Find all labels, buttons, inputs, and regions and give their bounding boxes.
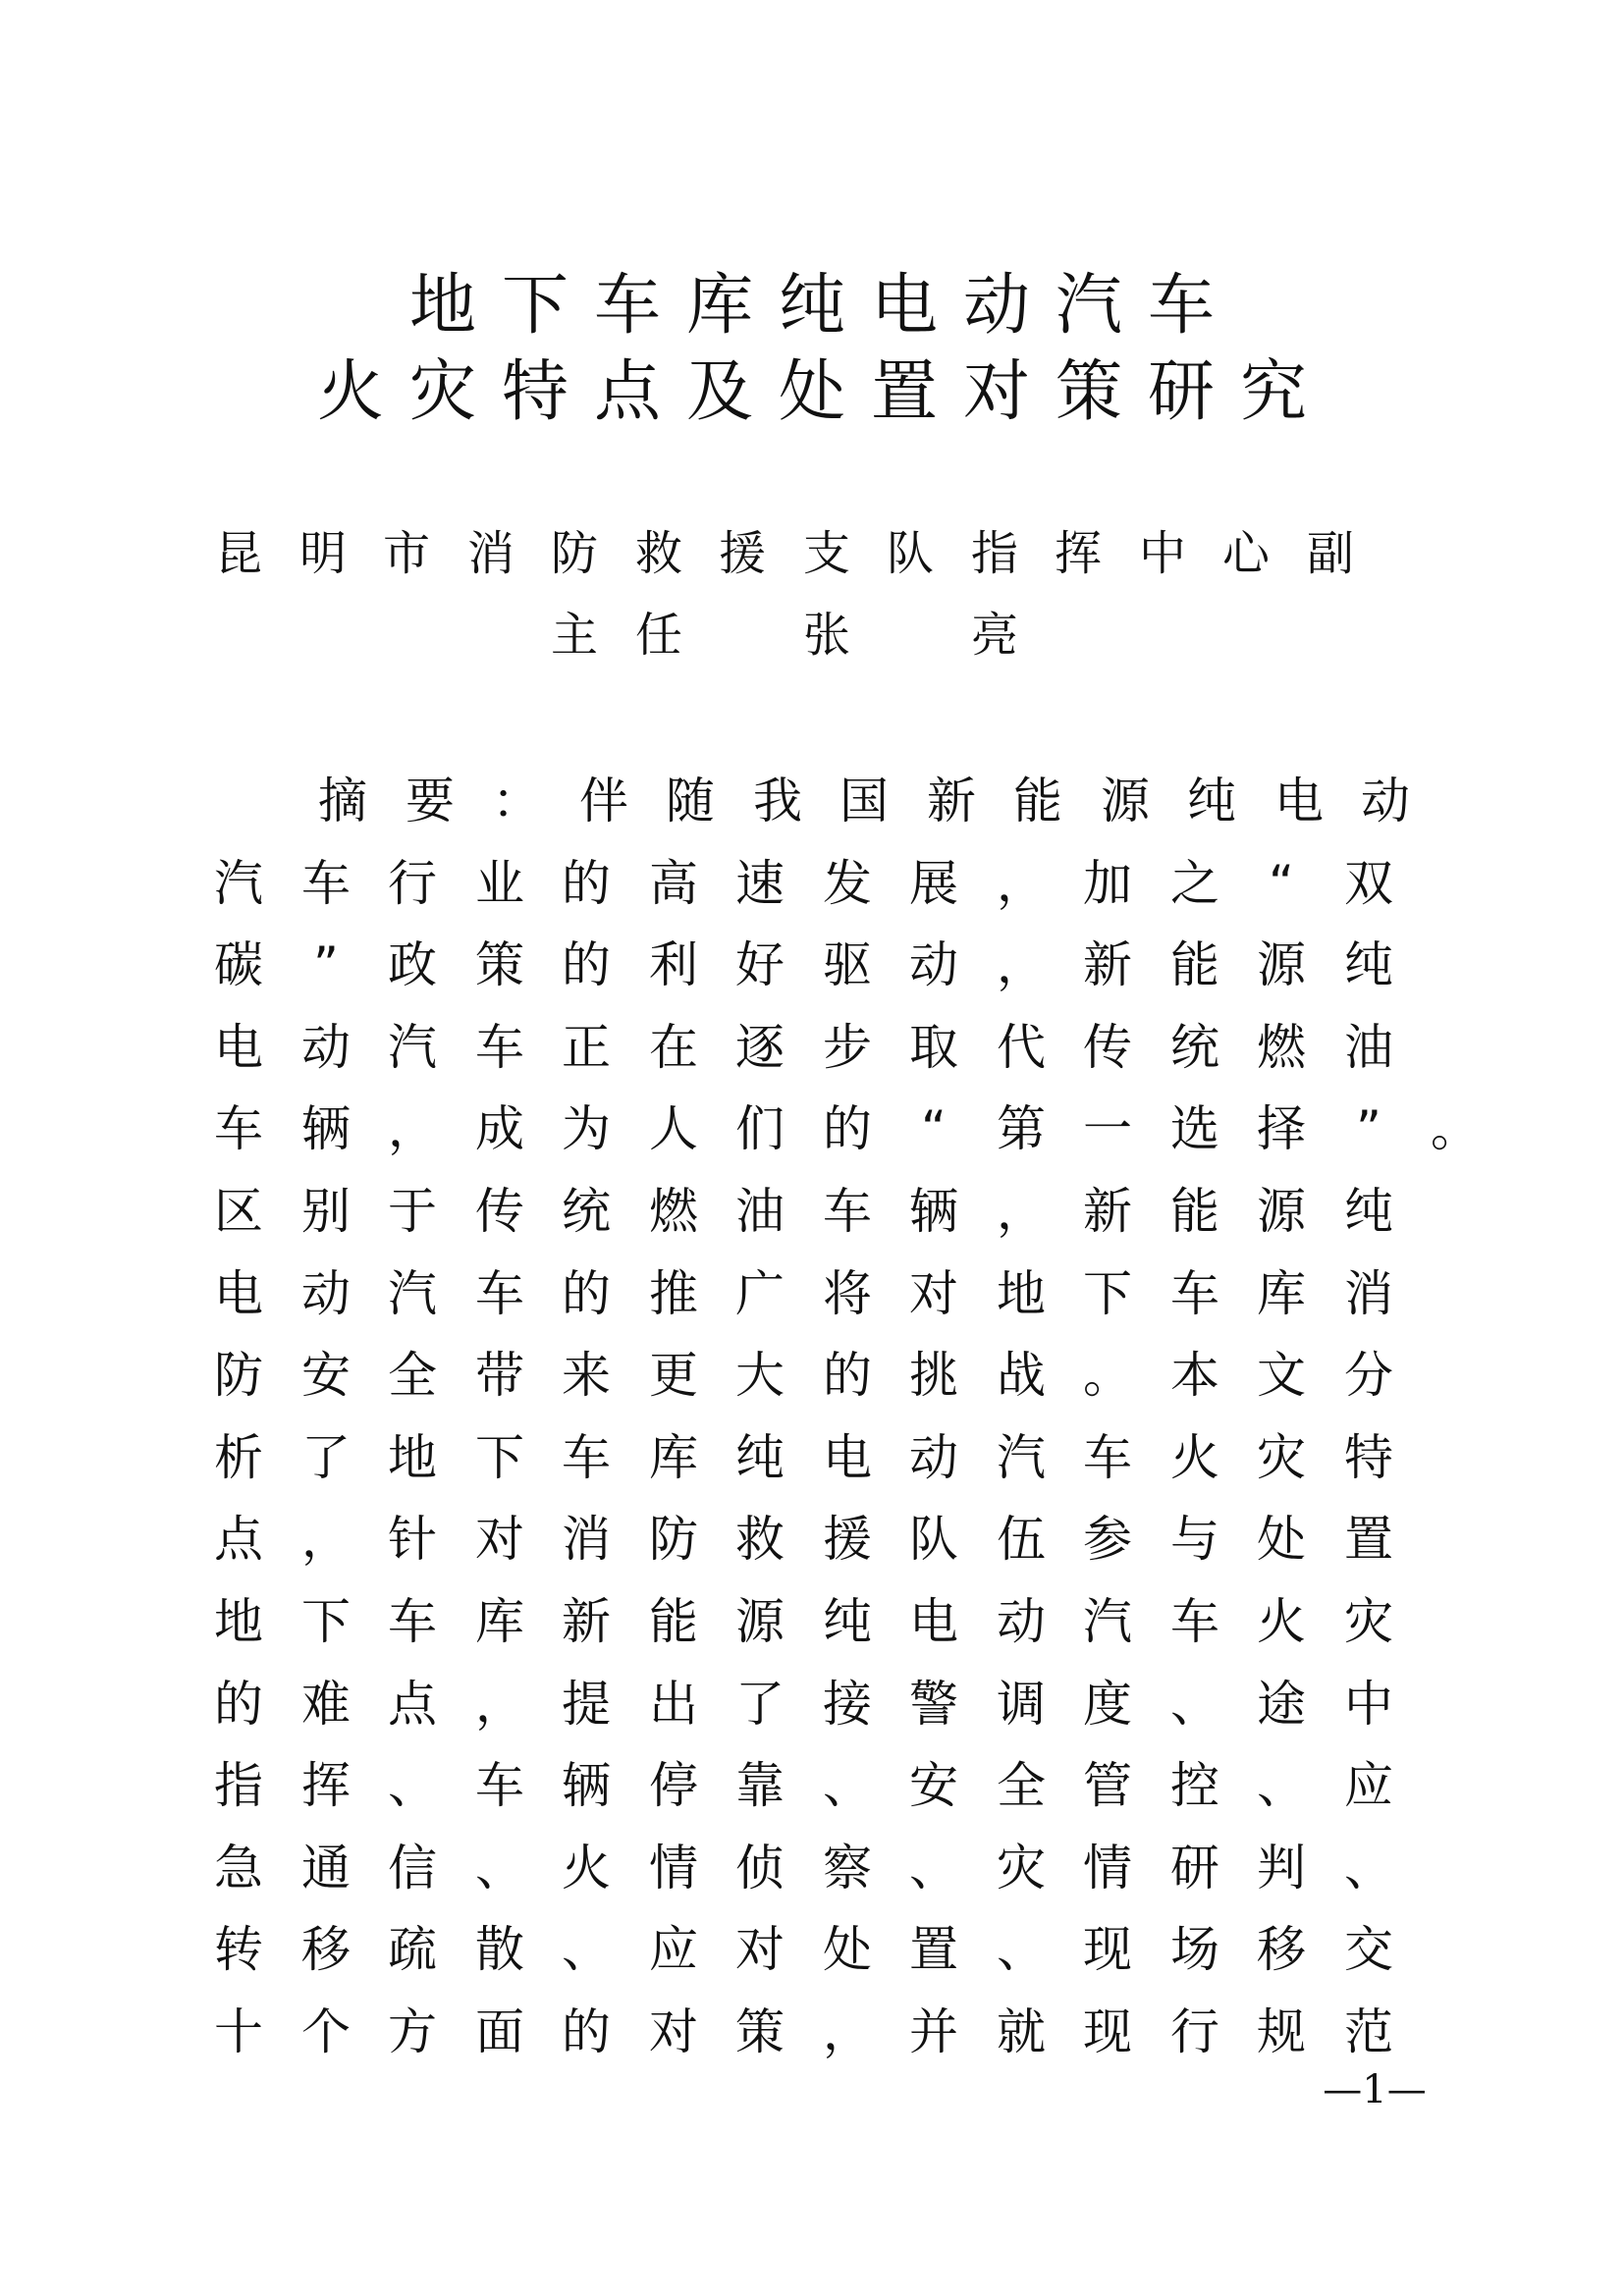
abstract-char: 源 <box>1257 1183 1306 1240</box>
abstract-line <box>0 1341 1624 1410</box>
abstract-char: 第 <box>997 1100 1046 1157</box>
author-line-1 <box>0 519 1624 588</box>
abstract-char: 疏 <box>388 1921 437 1978</box>
abstract-char: 停 <box>649 1757 698 1814</box>
abstract-char: 。 <box>1431 1100 1480 1157</box>
abstract-char: 高 <box>649 855 698 912</box>
abstract-char: ” <box>1356 1100 1381 1157</box>
abstract-char: 正 <box>562 1019 611 1076</box>
abstract-char: 库 <box>1257 1265 1306 1322</box>
abstract-char: 动 <box>301 1265 351 1322</box>
abstract-char: 析 <box>214 1429 263 1486</box>
abstract-line <box>0 1505 1624 1574</box>
abstract-char: 靠 <box>735 1757 785 1814</box>
abstract-char: 防 <box>214 1347 263 1404</box>
abstract-char: 地 <box>997 1265 1046 1322</box>
abstract-char: 防 <box>649 1511 698 1568</box>
abstract-line <box>0 1998 1624 2066</box>
abstract-char: 察 <box>823 1840 872 1896</box>
abstract-char: 途 <box>1257 1676 1306 1733</box>
abstract-char: 国 <box>839 773 889 829</box>
author-char: 任 <box>634 608 682 663</box>
abstract-char: 策 <box>735 2003 785 2060</box>
abstract-char: 速 <box>735 855 785 912</box>
abstract-char: 、 <box>1257 1757 1306 1814</box>
abstract-char: 中 <box>1344 1676 1393 1733</box>
abstract-char: 燃 <box>1257 1019 1306 1076</box>
abstract-char: 源 <box>1257 936 1306 993</box>
abstract-char: 与 <box>1170 1511 1219 1568</box>
abstract-char: 全 <box>388 1347 437 1404</box>
abstract-char: 下 <box>1083 1265 1132 1322</box>
abstract-char: 辆 <box>909 1183 958 1240</box>
abstract-char: 在 <box>649 1019 698 1076</box>
abstract-char: 规 <box>1257 2003 1306 2060</box>
abstract-char: 汽 <box>388 1019 437 1076</box>
abstract-char: 控 <box>1170 1757 1219 1814</box>
abstract-char: 汽 <box>997 1429 1046 1486</box>
abstract-char: 新 <box>562 1593 611 1650</box>
abstract-char: 源 <box>735 1593 785 1650</box>
abstract-char: 汽 <box>1083 1593 1132 1650</box>
abstract-char: 接 <box>823 1676 872 1733</box>
abstract-char: 油 <box>1344 1019 1393 1076</box>
abstract-char: 燃 <box>649 1183 698 1240</box>
abstract-line <box>0 1670 1624 1738</box>
abstract-char: 车 <box>214 1100 263 1157</box>
abstract-char: ， <box>997 1183 1046 1240</box>
abstract-char: 车 <box>1170 1593 1219 1650</box>
abstract-line <box>0 1177 1624 1246</box>
author-char: 救 <box>634 526 682 581</box>
abstract-char: 纯 <box>735 1429 785 1486</box>
abstract-char: 出 <box>649 1676 698 1733</box>
abstract-char: 动 <box>909 936 958 993</box>
abstract-char: “ <box>921 1100 947 1157</box>
abstract-char: 车 <box>1170 1265 1219 1322</box>
abstract-char: 人 <box>649 1100 698 1157</box>
abstract-char: 汽 <box>214 855 263 912</box>
abstract-char: ， <box>997 855 1046 912</box>
abstract-char: 于 <box>388 1183 437 1240</box>
abstract-char: 救 <box>735 1511 785 1568</box>
author-char: 防 <box>550 526 598 581</box>
abstract-char: 为 <box>562 1100 611 1157</box>
abstract-char: 现 <box>1083 2003 1132 2060</box>
abstract-char: 点 <box>388 1676 437 1733</box>
abstract-char: 通 <box>301 1840 351 1896</box>
abstract-char: 文 <box>1257 1347 1306 1404</box>
abstract-char: 、 <box>823 1757 872 1814</box>
abstract-char: 场 <box>1170 1921 1219 1978</box>
abstract-char: 将 <box>823 1265 872 1322</box>
abstract-char: 本 <box>1170 1347 1219 1404</box>
abstract-char: 政 <box>388 936 437 993</box>
abstract-char: 能 <box>1013 773 1062 829</box>
abstract-char: 动 <box>997 1593 1046 1650</box>
abstract-char: 应 <box>1344 1757 1393 1814</box>
abstract-char: 的 <box>562 855 611 912</box>
abstract-char: 现 <box>1083 1921 1132 1978</box>
abstract-char: 大 <box>735 1347 785 1404</box>
abstract-char: 的 <box>562 2003 611 2060</box>
abstract-char: 、 <box>562 1921 611 1978</box>
abstract-char: 带 <box>475 1347 524 1404</box>
abstract-char: 展 <box>909 855 958 912</box>
abstract-char: 车 <box>823 1183 872 1240</box>
abstract-char: 、 <box>475 1840 524 1896</box>
abstract-char: 研 <box>1170 1840 1219 1896</box>
author-char: 昆 <box>214 526 262 581</box>
abstract-char: 能 <box>649 1593 698 1650</box>
abstract-char: 驱 <box>823 936 872 993</box>
abstract-char: 对 <box>649 2003 698 2060</box>
abstract-char: 车 <box>475 1019 524 1076</box>
abstract-char: 电 <box>214 1265 263 1322</box>
abstract-char: 策 <box>475 936 524 993</box>
abstract-char: 安 <box>301 1347 351 1404</box>
abstract-char: 火 <box>1257 1593 1306 1650</box>
author-char: 挥 <box>1054 526 1102 581</box>
abstract-char: 。 <box>1083 1347 1132 1404</box>
abstract-char: 、 <box>909 1840 958 1896</box>
abstract-char: 对 <box>909 1265 958 1322</box>
abstract-char: 成 <box>475 1100 524 1157</box>
abstract-char: ， <box>823 2003 872 2060</box>
abstract-char: 的 <box>214 1676 263 1733</box>
abstract-char: 消 <box>1344 1265 1393 1322</box>
abstract-line <box>0 849 1624 918</box>
abstract-char: ： <box>492 773 541 829</box>
author-char: 明 <box>298 526 347 581</box>
abstract-char: 纯 <box>1344 936 1393 993</box>
abstract-char: 车 <box>475 1265 524 1322</box>
abstract-char: 的 <box>562 936 611 993</box>
author-char: 亮 <box>970 608 1018 663</box>
abstract-char: ， <box>997 936 1046 993</box>
abstract-char: 电 <box>214 1019 263 1076</box>
abstract-char: 车 <box>475 1757 524 1814</box>
abstract-char: 处 <box>1257 1511 1306 1568</box>
abstract-char: 辆 <box>562 1757 611 1814</box>
abstract-char: 别 <box>301 1183 351 1240</box>
abstract-char: 援 <box>823 1511 872 1568</box>
abstract-char: 纯 <box>823 1593 872 1650</box>
abstract-char: 电 <box>1274 773 1324 829</box>
abstract-char: 选 <box>1170 1100 1219 1157</box>
abstract-char: 的 <box>562 1265 611 1322</box>
abstract-char: 、 <box>1344 1840 1393 1896</box>
abstract-char: “ <box>1269 855 1294 912</box>
abstract-char: 移 <box>301 1921 351 1978</box>
abstract-char: 就 <box>997 2003 1046 2060</box>
abstract-char: 火 <box>562 1840 611 1896</box>
abstract-char: 车 <box>562 1429 611 1486</box>
abstract-char: 置 <box>1344 1511 1393 1568</box>
abstract-char: 安 <box>909 1757 958 1814</box>
abstract-char: 能 <box>1170 1183 1219 1240</box>
abstract-char: 油 <box>735 1183 785 1240</box>
abstract-char: 灾 <box>1257 1429 1306 1486</box>
abstract-char: 碳 <box>214 936 263 993</box>
abstract-char: 纯 <box>1187 773 1236 829</box>
abstract-char: 加 <box>1083 855 1132 912</box>
abstract-char: 辆 <box>301 1100 351 1157</box>
abstract-char: 调 <box>997 1676 1046 1733</box>
abstract-char: 参 <box>1083 1511 1132 1568</box>
abstract-char: 电 <box>823 1429 872 1486</box>
author-char: 队 <box>886 526 934 581</box>
abstract-char: 面 <box>475 2003 524 2060</box>
abstract-char: 区 <box>214 1183 263 1240</box>
abstract-char: 了 <box>301 1429 351 1486</box>
abstract-char: 来 <box>562 1347 611 1404</box>
abstract-char: 警 <box>909 1676 958 1733</box>
abstract-line <box>0 1834 1624 1902</box>
abstract-char: 车 <box>388 1593 437 1650</box>
abstract-char: 们 <box>735 1100 785 1157</box>
abstract-char: 新 <box>927 773 976 829</box>
abstract-line <box>0 1423 1624 1492</box>
abstract-char: 利 <box>649 936 698 993</box>
abstract-char: 对 <box>475 1511 524 1568</box>
abstract-char: 度 <box>1083 1676 1132 1733</box>
abstract-char: 摘 <box>318 773 367 829</box>
abstract-char: 统 <box>1170 1019 1219 1076</box>
abstract-line <box>0 931 1624 999</box>
abstract-line <box>0 1751 1624 1820</box>
abstract-char: 挑 <box>909 1347 958 1404</box>
abstract-char: 难 <box>301 1676 351 1733</box>
abstract-char: 推 <box>649 1265 698 1322</box>
abstract-char: 个 <box>301 2003 351 2060</box>
abstract-char: 能 <box>1170 936 1219 993</box>
abstract-char: 纯 <box>1344 1183 1393 1240</box>
abstract-char: 行 <box>388 855 437 912</box>
abstract-line <box>0 767 1624 835</box>
abstract-char: 置 <box>909 1921 958 1978</box>
abstract-char: 应 <box>649 1921 698 1978</box>
author-char: 支 <box>802 526 850 581</box>
abstract-char: 库 <box>649 1429 698 1486</box>
abstract-char: 移 <box>1257 1921 1306 1978</box>
abstract-char: 传 <box>475 1183 524 1240</box>
author-char: 张 <box>802 608 850 663</box>
abstract-char: 情 <box>1083 1840 1132 1896</box>
abstract-char: 地 <box>388 1429 437 1486</box>
abstract-char: 处 <box>823 1921 872 1978</box>
abstract-char: 的 <box>823 1100 872 1157</box>
abstract-char: 要 <box>406 773 455 829</box>
abstract-char: 、 <box>388 1757 437 1814</box>
abstract-char: 散 <box>475 1921 524 1978</box>
abstract-char: 方 <box>388 2003 437 2060</box>
abstract-char: 挥 <box>301 1757 351 1814</box>
abstract-char: 火 <box>1170 1429 1219 1486</box>
abstract-char: 的 <box>823 1347 872 1404</box>
abstract-char: 源 <box>1101 773 1150 829</box>
abstract-char: 随 <box>666 773 715 829</box>
abstract-char: 并 <box>909 2003 958 2060</box>
abstract-char: 取 <box>909 1019 958 1076</box>
abstract-char: 代 <box>997 1019 1046 1076</box>
abstract-char: 择 <box>1257 1100 1306 1157</box>
abstract-char: 发 <box>823 855 872 912</box>
abstract-char: 战 <box>997 1347 1046 1404</box>
abstract-char: 双 <box>1344 855 1393 912</box>
abstract-char: 伴 <box>579 773 628 829</box>
abstract-char: 消 <box>562 1511 611 1568</box>
abstract-char: 灾 <box>1344 1593 1393 1650</box>
abstract-char: 灾 <box>997 1840 1046 1896</box>
abstract-char: 下 <box>301 1593 351 1650</box>
abstract-char: 转 <box>214 1921 263 1978</box>
abstract-line <box>0 1915 1624 1984</box>
abstract-char: 伍 <box>997 1511 1046 1568</box>
abstract-char: 地 <box>214 1593 263 1650</box>
author-char: 市 <box>382 526 430 581</box>
abstract-char: 广 <box>735 1265 785 1322</box>
abstract-char: 指 <box>214 1757 263 1814</box>
abstract-char: 车 <box>301 855 351 912</box>
abstract-char: 点 <box>214 1511 263 1568</box>
abstract-char: 全 <box>997 1757 1046 1814</box>
abstract-char: 库 <box>475 1593 524 1650</box>
abstract-char: 逐 <box>735 1019 785 1076</box>
author-char: 指 <box>970 526 1018 581</box>
abstract-char: 提 <box>562 1676 611 1733</box>
abstract-char: 情 <box>649 1840 698 1896</box>
abstract-char: 动 <box>301 1019 351 1076</box>
abstract-char: 行 <box>1170 2003 1219 2060</box>
abstract-char: 了 <box>735 1676 785 1733</box>
abstract-char: 我 <box>753 773 802 829</box>
abstract-char: 新 <box>1083 1183 1132 1240</box>
abstract-char: 统 <box>562 1183 611 1240</box>
abstract-char: 、 <box>1170 1676 1219 1733</box>
title-line-1: 地下车库纯电动汽车 <box>408 267 1240 345</box>
title-line-2: 火灾特点及处置对策研究 <box>316 353 1332 431</box>
abstract-char: 判 <box>1257 1840 1306 1896</box>
abstract-char: 信 <box>388 1840 437 1896</box>
abstract-char: 步 <box>823 1019 872 1076</box>
abstract-char: 侦 <box>735 1840 785 1896</box>
author-char: 心 <box>1221 526 1270 581</box>
abstract-char: 业 <box>475 855 524 912</box>
abstract-char: ， <box>475 1676 524 1733</box>
abstract-char: 动 <box>909 1429 958 1486</box>
abstract-char: 车 <box>1083 1429 1132 1486</box>
abstract-char: 管 <box>1083 1757 1132 1814</box>
abstract-line <box>0 1013 1624 1082</box>
abstract-line <box>0 1587 1624 1656</box>
abstract-char: 队 <box>909 1511 958 1568</box>
abstract-line <box>0 1259 1624 1328</box>
abstract-char: 新 <box>1083 936 1132 993</box>
author-line-2 <box>0 601 1624 669</box>
abstract-char: 一 <box>1083 1100 1132 1157</box>
abstract-char: 范 <box>1344 2003 1393 2060</box>
abstract-char: 急 <box>214 1840 263 1896</box>
abstract-char: 更 <box>649 1347 698 1404</box>
author-char: 消 <box>466 526 514 581</box>
abstract-char: 、 <box>997 1921 1046 1978</box>
author-char: 援 <box>718 526 766 581</box>
abstract-char: 之 <box>1170 855 1219 912</box>
abstract-char: 对 <box>735 1921 785 1978</box>
abstract-char: ” <box>313 936 339 993</box>
abstract-char: 特 <box>1344 1429 1393 1486</box>
abstract-char: 交 <box>1344 1921 1393 1978</box>
abstract-char: 针 <box>388 1511 437 1568</box>
page-number: —1— <box>1323 2067 1427 2112</box>
abstract-char: 汽 <box>388 1265 437 1322</box>
abstract-char: ， <box>388 1100 437 1157</box>
author-char: 副 <box>1306 526 1354 581</box>
author-char: 主 <box>550 608 598 663</box>
abstract-char: 分 <box>1344 1347 1393 1404</box>
abstract-char: ， <box>301 1511 351 1568</box>
abstract-char: 传 <box>1083 1019 1132 1076</box>
abstract-line <box>0 1095 1624 1163</box>
abstract-char: 好 <box>735 936 785 993</box>
abstract-char: 下 <box>475 1429 524 1486</box>
abstract-char: 十 <box>214 2003 263 2060</box>
abstract-char: 电 <box>909 1593 958 1650</box>
abstract-char: 动 <box>1361 773 1410 829</box>
author-char: 中 <box>1138 526 1186 581</box>
